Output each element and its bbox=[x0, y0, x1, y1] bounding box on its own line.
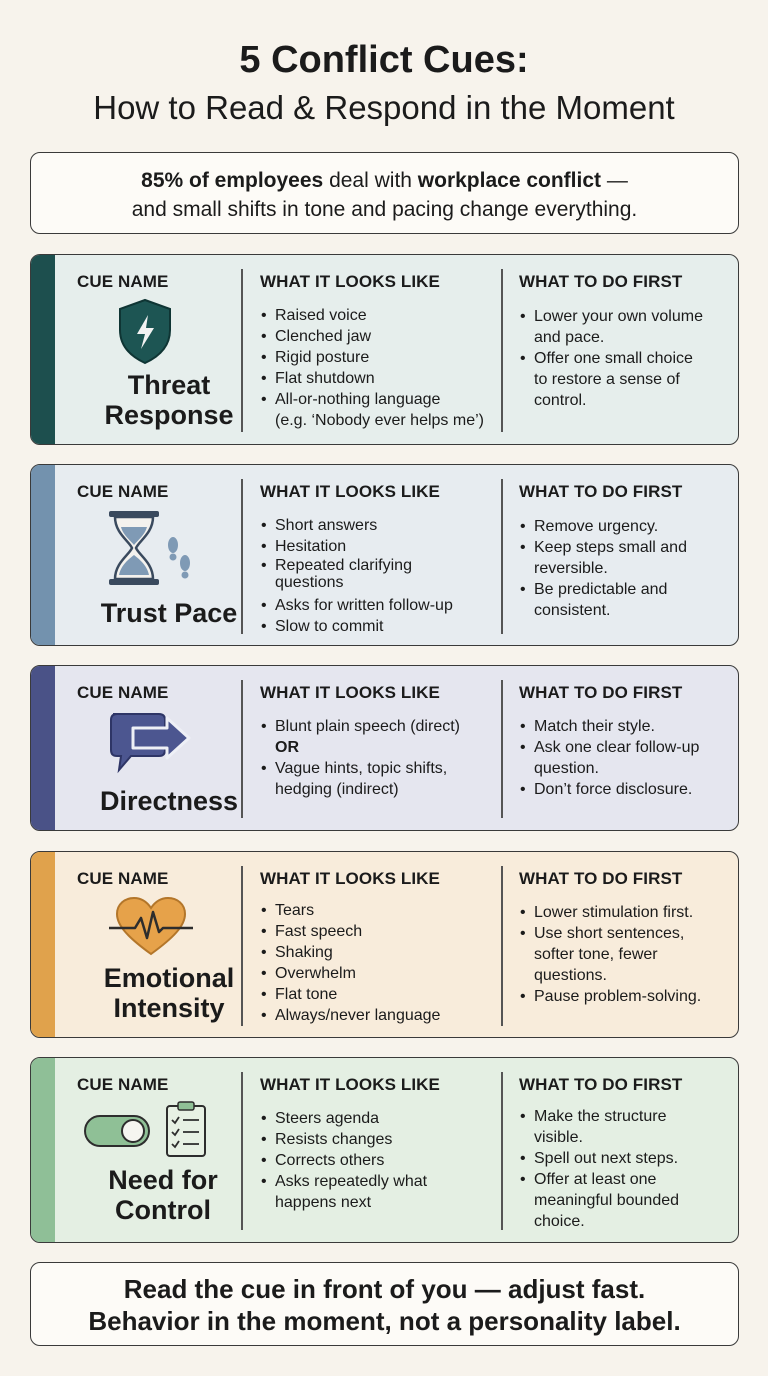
list-item: • Overwhelm bbox=[259, 963, 499, 984]
list-item: • Be predictable and bbox=[518, 579, 733, 600]
cue-title-line: Trust Pace bbox=[100, 598, 238, 628]
list-item: • Ask one clear follow-up bbox=[518, 737, 733, 758]
col-header-looks: WHAT IT LOOKS LIKE bbox=[260, 482, 440, 501]
list-item: • Steers agenda bbox=[259, 1108, 499, 1129]
list-item: • Clenched jaw bbox=[259, 326, 499, 347]
list-item: • Hesitation bbox=[259, 536, 499, 557]
list-item: • Make the structure bbox=[518, 1106, 733, 1127]
page-title: 5 Conflict Cues: bbox=[239, 39, 529, 81]
column-divider bbox=[501, 866, 503, 1026]
list-item: • Short answers bbox=[259, 515, 499, 536]
shield-lightning-icon bbox=[116, 297, 174, 365]
col-header-do: WHAT TO DO FIRST bbox=[519, 482, 683, 501]
list-item-continued: questions. bbox=[534, 967, 607, 984]
col-header-looks: WHAT IT LOOKS LIKE bbox=[260, 683, 440, 702]
col-header-do: WHAT TO DO FIRST bbox=[519, 683, 683, 702]
list-item-continued: and pace. bbox=[534, 329, 605, 346]
col-header-cue: CUE NAME bbox=[77, 869, 169, 888]
list-item: • Use short sentences, bbox=[518, 923, 733, 944]
list-item-continued: question. bbox=[534, 760, 599, 777]
do-list bbox=[518, 306, 733, 411]
cue-title-line: Emotional bbox=[103, 963, 235, 993]
list-item: • Offer one small choice bbox=[518, 348, 733, 369]
cue-title bbox=[55, 370, 283, 430]
list-item: • Flat tone bbox=[259, 984, 499, 1005]
list-item: • Raised voice bbox=[259, 305, 499, 326]
list-item-or: OR bbox=[275, 739, 299, 756]
list-item: • Shaking bbox=[259, 942, 499, 963]
footer-line-2: Behavior in the moment, not a personality label. bbox=[88, 1306, 681, 1336]
list-item: • Slow to commit bbox=[259, 616, 499, 637]
list-item-continued: to restore a sense of bbox=[534, 371, 680, 388]
cue-title bbox=[49, 1165, 277, 1225]
do-list bbox=[518, 1106, 733, 1232]
looks-list bbox=[259, 1108, 499, 1213]
list-item: • Don’t force disclosure. bbox=[518, 779, 733, 800]
list-item: • Repeated clarifying bbox=[259, 557, 499, 574]
do-list bbox=[518, 716, 733, 800]
col-header-cue: CUE NAME bbox=[77, 1075, 169, 1094]
cue-title bbox=[55, 598, 283, 628]
card-accent-bar bbox=[31, 255, 55, 444]
intro-bold-stat: 85% of employees bbox=[141, 169, 324, 192]
cue-title-line: Control bbox=[115, 1195, 211, 1225]
cue-title-line: Threat bbox=[127, 370, 211, 400]
toggle-checklist-icon bbox=[83, 1100, 209, 1160]
list-item: • Lower your own volume bbox=[518, 306, 733, 327]
intro-bold-topic: workplace conflict bbox=[417, 169, 602, 192]
list-item: • Pause problem-solving. bbox=[518, 986, 733, 1007]
list-item: • Flat shutdown bbox=[259, 368, 499, 389]
list-item-continued: meaningful bounded bbox=[534, 1192, 680, 1209]
list-item: • Fast speech bbox=[259, 921, 499, 942]
intro-text-1: deal with bbox=[323, 169, 418, 192]
column-divider bbox=[501, 680, 503, 818]
col-header-do: WHAT TO DO FIRST bbox=[519, 272, 683, 291]
cue-title-line: Response bbox=[104, 400, 234, 430]
list-item: • Vague hints, topic shifts, bbox=[259, 758, 499, 779]
list-item: • Spell out next steps. bbox=[518, 1148, 733, 1169]
list-item: • Rigid posture bbox=[259, 347, 499, 368]
col-header-looks: WHAT IT LOOKS LIKE bbox=[260, 1075, 440, 1094]
list-item-continued: softer tone, fewer bbox=[534, 946, 658, 963]
list-item-continued: questions bbox=[275, 574, 344, 591]
list-item-continued: happens next bbox=[275, 1194, 372, 1211]
list-item: • Remove urgency. bbox=[518, 516, 733, 537]
do-list bbox=[518, 516, 733, 621]
list-item: • Always/never language bbox=[259, 1005, 499, 1026]
intro-text-2: — bbox=[601, 169, 628, 192]
list-item-continued: consistent. bbox=[534, 602, 611, 619]
intro-line-2: and small shifts in tone and pacing change everything. bbox=[131, 198, 638, 221]
cue-card-need-for-control bbox=[30, 1057, 739, 1243]
list-item: • Corrects others bbox=[259, 1150, 499, 1171]
list-item: • Asks for written follow-up bbox=[259, 595, 499, 616]
cue-title-line: Directness bbox=[99, 786, 239, 816]
list-item: • Tears bbox=[259, 900, 499, 921]
footer-line-1: Read the cue in front of you — adjust fast. bbox=[123, 1274, 646, 1304]
column-divider bbox=[501, 479, 503, 634]
hourglass-footprints-icon bbox=[105, 509, 195, 587]
looks-list bbox=[259, 305, 499, 431]
heart-pulse-icon bbox=[109, 896, 193, 958]
cue-title-line: Need for bbox=[108, 1165, 218, 1195]
intro-line-1 bbox=[31, 166, 738, 195]
cue-card-emotional-intensity bbox=[30, 851, 739, 1038]
looks-list bbox=[259, 900, 499, 1026]
list-item-continued: (e.g. ‘Nobody ever helps me’) bbox=[275, 412, 484, 429]
card-accent-bar bbox=[31, 666, 55, 830]
cue-title bbox=[55, 963, 283, 1023]
col-header-do: WHAT TO DO FIRST bbox=[519, 1075, 683, 1094]
cue-card-threat-response bbox=[30, 254, 739, 445]
page-subtitle: How to Read & Respond in the Moment bbox=[93, 89, 675, 126]
list-item: • Keep steps small and bbox=[518, 537, 733, 558]
list-item: • All-or-nothing language bbox=[259, 389, 499, 410]
col-header-cue: CUE NAME bbox=[77, 482, 169, 501]
list-item: • Match their style. bbox=[518, 716, 733, 737]
cue-card-directness bbox=[30, 665, 739, 831]
list-item: • Resists changes bbox=[259, 1129, 499, 1150]
cue-card-trust-pace bbox=[30, 464, 739, 646]
card-accent-bar bbox=[31, 465, 55, 645]
col-header-looks: WHAT IT LOOKS LIKE bbox=[260, 272, 440, 291]
looks-list bbox=[259, 515, 499, 637]
list-item-continued: control. bbox=[534, 392, 587, 409]
cue-title bbox=[55, 786, 283, 816]
col-header-do: WHAT TO DO FIRST bbox=[519, 869, 683, 888]
list-item-continued: reversible. bbox=[534, 560, 608, 577]
speech-arrow-icon bbox=[107, 710, 193, 778]
col-header-cue: CUE NAME bbox=[77, 683, 169, 702]
column-divider bbox=[501, 269, 503, 432]
cue-title-line: Intensity bbox=[113, 993, 225, 1023]
do-list bbox=[518, 902, 733, 1007]
list-item: • Lower stimulation first. bbox=[518, 902, 733, 923]
list-item-continued: choice. bbox=[534, 1213, 585, 1230]
col-header-looks: WHAT IT LOOKS LIKE bbox=[260, 869, 440, 888]
looks-list bbox=[259, 716, 499, 800]
list-item-continued: visible. bbox=[534, 1129, 583, 1146]
column-divider bbox=[501, 1072, 503, 1230]
footer-callout bbox=[30, 1262, 739, 1346]
list-item: • Blunt plain speech (direct) bbox=[259, 716, 499, 737]
col-header-cue: CUE NAME bbox=[77, 272, 169, 291]
intro-box bbox=[30, 152, 739, 234]
list-item: • Offer at least one bbox=[518, 1169, 733, 1190]
list-item: • Asks repeatedly what bbox=[259, 1171, 499, 1192]
list-item-continued: hedging (indirect) bbox=[275, 781, 399, 798]
card-accent-bar bbox=[31, 852, 55, 1037]
